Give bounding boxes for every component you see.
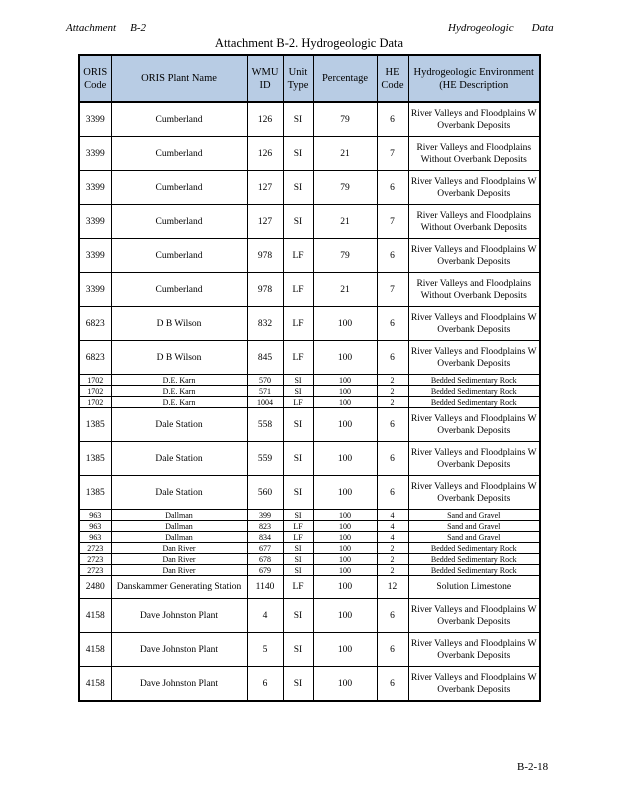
percentage-cell: 100	[313, 386, 377, 397]
unit-type-cell: LF	[283, 307, 313, 341]
column-header-unit-type: Unit Type	[283, 55, 313, 102]
oris-code-cell: 963	[79, 532, 111, 543]
he-code-cell: 6	[377, 599, 408, 633]
plant-name-cell: Dan River	[111, 554, 247, 565]
table-body	[79, 102, 540, 701]
plant-name-cell: Dan River	[111, 565, 247, 576]
table-row	[79, 273, 540, 307]
table-row	[79, 521, 540, 532]
column-header-he-code: HE Code	[377, 55, 408, 102]
column-header-wmu-id: WMU ID	[247, 55, 283, 102]
oris-code-cell: 6823	[79, 307, 111, 341]
unit-type-cell: SI	[283, 408, 313, 442]
he-code-cell: 6	[377, 408, 408, 442]
percentage-cell: 21	[313, 273, 377, 307]
column-header-oris-code: ORIS Code	[79, 55, 111, 102]
oris-code-cell: 4158	[79, 633, 111, 667]
table-row	[79, 510, 540, 521]
oris-code-cell: 3399	[79, 171, 111, 205]
he-description-cell: River Valleys and Floodplains W Overbank Deposits	[408, 476, 540, 510]
plant-name-cell: Dale Station	[111, 476, 247, 510]
percentage-cell: 100	[313, 476, 377, 510]
table-row	[79, 341, 540, 375]
unit-type-cell: SI	[283, 205, 313, 239]
percentage-cell: 100	[313, 397, 377, 408]
unit-type-cell: LF	[283, 273, 313, 307]
unit-type-cell: SI	[283, 476, 313, 510]
wmu-id-cell: 5	[247, 633, 283, 667]
plant-name-cell: Danskammer Generating Station	[111, 576, 247, 599]
wmu-id-cell: 560	[247, 476, 283, 510]
he-description-cell: Solution Limestone	[408, 576, 540, 599]
table-row	[79, 476, 540, 510]
percentage-cell: 100	[313, 521, 377, 532]
table-row	[79, 565, 540, 576]
wmu-id-cell: 126	[247, 102, 283, 137]
percentage-cell: 100	[313, 599, 377, 633]
unit-type-cell: LF	[283, 532, 313, 543]
unit-type-cell: SI	[283, 375, 313, 386]
unit-type-cell: SI	[283, 102, 313, 137]
oris-code-cell: 1702	[79, 375, 111, 386]
plant-name-cell: D.E. Karn	[111, 386, 247, 397]
oris-code-cell: 2480	[79, 576, 111, 599]
he-description-cell: Bedded Sedimentary Rock	[408, 375, 540, 386]
oris-code-cell: 3399	[79, 102, 111, 137]
wmu-id-cell: 126	[247, 137, 283, 171]
table-row	[79, 386, 540, 397]
oris-code-cell: 1385	[79, 442, 111, 476]
he-code-cell: 6	[377, 442, 408, 476]
he-code-cell: 6	[377, 171, 408, 205]
oris-code-cell: 2723	[79, 565, 111, 576]
plant-name-cell: Dave Johnston Plant	[111, 667, 247, 702]
wmu-id-cell: 978	[247, 239, 283, 273]
unit-type-cell: SI	[283, 442, 313, 476]
he-description-cell: Bedded Sedimentary Rock	[408, 554, 540, 565]
unit-type-cell: SI	[283, 554, 313, 565]
percentage-cell: 100	[313, 408, 377, 442]
wmu-id-cell: 845	[247, 341, 283, 375]
unit-type-cell: SI	[283, 510, 313, 521]
page-title: Attachment B-2. Hydrogeologic Data	[214, 36, 404, 50]
he-code-cell: 6	[377, 667, 408, 702]
percentage-cell: 100	[313, 375, 377, 386]
table-row	[79, 205, 540, 239]
plant-name-cell: D B Wilson	[111, 341, 247, 375]
he-description-cell: River Valleys and Floodplains W Overbank Deposits	[408, 239, 540, 273]
wmu-id-cell: 678	[247, 554, 283, 565]
wmu-id-cell: 4	[247, 599, 283, 633]
plant-name-cell: Cumberland	[111, 273, 247, 307]
he-description-cell: Bedded Sedimentary Rock	[408, 397, 540, 408]
he-description-cell: River Valleys and Floodplains W Overbank Deposits	[408, 307, 540, 341]
table-row	[79, 633, 540, 667]
percentage-cell: 100	[313, 510, 377, 521]
plant-name-cell: D B Wilson	[111, 307, 247, 341]
wmu-id-cell: 1004	[247, 397, 283, 408]
header-attachment-label: Attachment	[66, 22, 117, 34]
wmu-id-cell: 399	[247, 510, 283, 521]
he-code-cell: 6	[377, 239, 408, 273]
he-description-cell: Sand and Gravel	[408, 510, 540, 521]
he-description-cell: River Valleys and Floodplains W Overbank Deposits	[408, 633, 540, 667]
plant-name-cell: Cumberland	[111, 137, 247, 171]
plant-name-cell: Cumberland	[111, 205, 247, 239]
he-description-cell: Bedded Sedimentary Rock	[408, 386, 540, 397]
plant-name-cell: Dave Johnston Plant	[111, 599, 247, 633]
table-row	[79, 576, 540, 599]
he-code-cell: 4	[377, 521, 408, 532]
plant-name-cell: Dallman	[111, 510, 247, 521]
he-description-cell: River Valleys and Floodplains W Overbank Deposits	[408, 408, 540, 442]
column-header-plant-name: ORIS Plant Name	[111, 55, 247, 102]
table-row	[79, 532, 540, 543]
table-row	[79, 239, 540, 273]
oris-code-cell: 963	[79, 510, 111, 521]
wmu-id-cell: 978	[247, 273, 283, 307]
he-code-cell: 4	[377, 532, 408, 543]
plant-name-cell: Dallman	[111, 521, 247, 532]
wmu-id-cell: 832	[247, 307, 283, 341]
wmu-id-cell: 679	[247, 565, 283, 576]
he-description-cell: Sand and Gravel	[408, 532, 540, 543]
he-code-cell: 2	[377, 543, 408, 554]
oris-code-cell: 3399	[79, 205, 111, 239]
he-description-cell: River Valleys and Floodplains W Overbank Deposits	[408, 341, 540, 375]
he-description-cell: River Valleys and Floodplains W Overbank Deposits	[408, 667, 540, 702]
wmu-id-cell: 127	[247, 205, 283, 239]
wmu-id-cell: 823	[247, 521, 283, 532]
table-row	[79, 137, 540, 171]
he-description-cell: Bedded Sedimentary Rock	[408, 543, 540, 554]
table-row	[79, 102, 540, 137]
he-description-cell: River Valleys and Floodplains W Overbank Deposits	[408, 171, 540, 205]
wmu-id-cell: 558	[247, 408, 283, 442]
oris-code-cell: 1385	[79, 476, 111, 510]
unit-type-cell: SI	[283, 565, 313, 576]
page-header-left	[66, 22, 146, 34]
wmu-id-cell: 571	[247, 386, 283, 397]
he-description-cell: River Valleys and Floodplains Without Overbank Deposits	[408, 137, 540, 171]
unit-type-cell: SI	[283, 171, 313, 205]
percentage-cell: 21	[313, 205, 377, 239]
he-description-cell: River Valleys and Floodplains Without Overbank Deposits	[408, 273, 540, 307]
plant-name-cell: Dale Station	[111, 408, 247, 442]
he-description-cell: River Valleys and Floodplains W Overbank Deposits	[408, 599, 540, 633]
page-header-right	[448, 22, 554, 34]
oris-code-cell: 3399	[79, 273, 111, 307]
plant-name-cell: D.E. Karn	[111, 397, 247, 408]
oris-code-cell: 3399	[79, 137, 111, 171]
table-header-row	[79, 55, 540, 102]
plant-name-cell: D.E. Karn	[111, 375, 247, 386]
he-code-cell: 12	[377, 576, 408, 599]
he-code-cell: 6	[377, 307, 408, 341]
unit-type-cell: SI	[283, 386, 313, 397]
unit-type-cell: SI	[283, 137, 313, 171]
he-code-cell: 6	[377, 102, 408, 137]
wmu-id-cell: 1140	[247, 576, 283, 599]
oris-code-cell: 1385	[79, 408, 111, 442]
percentage-cell: 100	[313, 341, 377, 375]
page-number: B-2-18	[517, 761, 549, 773]
he-code-cell: 2	[377, 554, 408, 565]
column-header-he-description: Hydrogeologic Environment (HE Description	[408, 55, 540, 102]
column-header-percentage: Percentage	[313, 55, 377, 102]
table-row	[79, 375, 540, 386]
wmu-id-cell: 834	[247, 532, 283, 543]
hydrogeologic-data-table	[78, 54, 541, 702]
table-row	[79, 442, 540, 476]
he-code-cell: 2	[377, 375, 408, 386]
unit-type-cell: SI	[283, 633, 313, 667]
percentage-cell: 100	[313, 307, 377, 341]
wmu-id-cell: 6	[247, 667, 283, 702]
plant-name-cell: Dale Station	[111, 442, 247, 476]
header-attachment-code: B-2	[130, 22, 146, 34]
wmu-id-cell: 570	[247, 375, 283, 386]
oris-code-cell: 1702	[79, 397, 111, 408]
plant-name-cell: Dallman	[111, 532, 247, 543]
unit-type-cell: LF	[283, 521, 313, 532]
he-code-cell: 6	[377, 476, 408, 510]
unit-type-cell: SI	[283, 667, 313, 702]
unit-type-cell: LF	[283, 239, 313, 273]
wmu-id-cell: 559	[247, 442, 283, 476]
percentage-cell: 100	[313, 543, 377, 554]
unit-type-cell: SI	[283, 599, 313, 633]
he-description-cell: River Valleys and Floodplains W Overbank Deposits	[408, 102, 540, 137]
he-code-cell: 2	[377, 397, 408, 408]
oris-code-cell: 1702	[79, 386, 111, 397]
oris-code-cell: 6823	[79, 341, 111, 375]
he-code-cell: 7	[377, 273, 408, 307]
table-row	[79, 599, 540, 633]
header-word-hydrogeologic: Hydrogeologic	[448, 22, 514, 34]
table-row	[79, 408, 540, 442]
oris-code-cell: 3399	[79, 239, 111, 273]
he-code-cell: 4	[377, 510, 408, 521]
wmu-id-cell: 127	[247, 171, 283, 205]
he-description-cell: River Valleys and Floodplains Without Overbank Deposits	[408, 205, 540, 239]
unit-type-cell: LF	[283, 341, 313, 375]
he-description-cell: Bedded Sedimentary Rock	[408, 565, 540, 576]
he-code-cell: 7	[377, 137, 408, 171]
percentage-cell: 79	[313, 239, 377, 273]
table-row	[79, 554, 540, 565]
percentage-cell: 21	[313, 137, 377, 171]
plant-name-cell: Dan River	[111, 543, 247, 554]
he-code-cell: 2	[377, 386, 408, 397]
table-row	[79, 543, 540, 554]
table-row	[79, 667, 540, 702]
plant-name-cell: Cumberland	[111, 171, 247, 205]
plant-name-cell: Dave Johnston Plant	[111, 633, 247, 667]
percentage-cell: 100	[313, 532, 377, 543]
oris-code-cell: 4158	[79, 599, 111, 633]
plant-name-cell: Cumberland	[111, 102, 247, 137]
unit-type-cell: LF	[283, 576, 313, 599]
he-code-cell: 6	[377, 633, 408, 667]
table-row	[79, 307, 540, 341]
percentage-cell: 100	[313, 565, 377, 576]
oris-code-cell: 963	[79, 521, 111, 532]
table-row	[79, 397, 540, 408]
oris-code-cell: 2723	[79, 543, 111, 554]
he-code-cell: 6	[377, 341, 408, 375]
percentage-cell: 100	[313, 633, 377, 667]
percentage-cell: 100	[313, 554, 377, 565]
unit-type-cell: SI	[283, 543, 313, 554]
he-code-cell: 2	[377, 565, 408, 576]
percentage-cell: 79	[313, 171, 377, 205]
oris-code-cell: 2723	[79, 554, 111, 565]
percentage-cell: 79	[313, 102, 377, 137]
percentage-cell: 100	[313, 667, 377, 702]
header-word-data: Data	[531, 22, 554, 34]
wmu-id-cell: 677	[247, 543, 283, 554]
percentage-cell: 100	[313, 442, 377, 476]
table-row	[79, 171, 540, 205]
plant-name-cell: Cumberland	[111, 239, 247, 273]
he-description-cell: Sand and Gravel	[408, 521, 540, 532]
unit-type-cell: LF	[283, 397, 313, 408]
percentage-cell: 100	[313, 576, 377, 599]
oris-code-cell: 4158	[79, 667, 111, 702]
he-code-cell: 7	[377, 205, 408, 239]
he-description-cell: River Valleys and Floodplains W Overbank Deposits	[408, 442, 540, 476]
